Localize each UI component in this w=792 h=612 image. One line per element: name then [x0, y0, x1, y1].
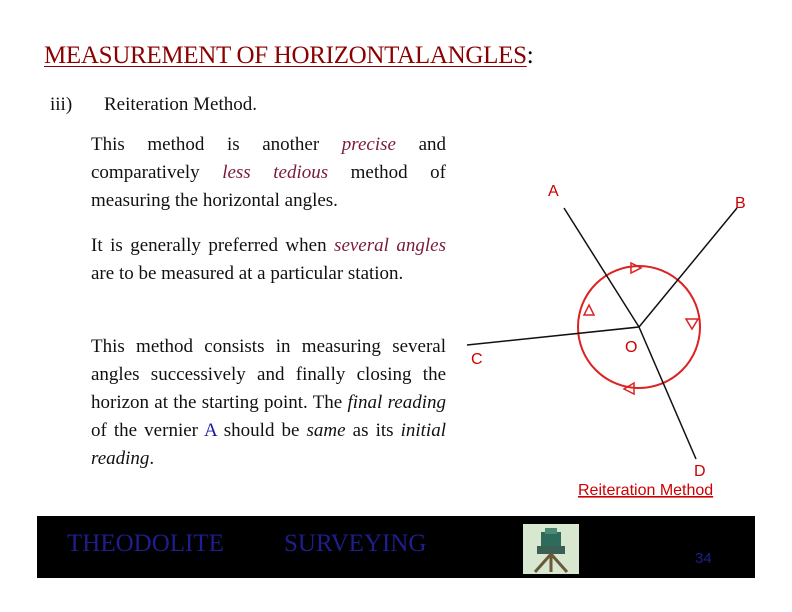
slide-title-colon: :	[526, 42, 534, 69]
section-name: Reiteration Method.	[104, 94, 258, 115]
text-span: are to be measured at a particular station.	[91, 263, 404, 284]
text-span: It is generally preferred when	[91, 235, 335, 256]
vernier-label: A	[204, 420, 217, 441]
label-b: B	[735, 195, 746, 212]
diagram-caption: Reiteration Method	[578, 482, 714, 499]
theodolite-image	[523, 524, 579, 574]
text-span: This method consists in measuring several angles successively and finally closing the horizon at the starting point. The	[91, 336, 446, 413]
line-od	[639, 327, 696, 459]
text-span: and comparatively	[91, 134, 446, 183]
label-o: O	[625, 339, 638, 356]
emphasis-less-tedious: less tedious	[222, 162, 329, 183]
emphasis-initial-reading: initial reading	[91, 420, 446, 469]
text-span: as its	[345, 420, 401, 441]
text-span: This method is another	[91, 134, 342, 155]
emphasis-several-angles: several angles	[334, 235, 446, 256]
footer-surveying: SURVEYING	[284, 530, 427, 557]
page-number: 34	[695, 550, 712, 567]
text-span: should be	[216, 420, 307, 441]
emphasis-final-reading: final reading	[347, 392, 446, 413]
paragraph-preferred	[91, 232, 446, 288]
line-oc	[467, 327, 639, 345]
emphasis-same: same	[306, 420, 346, 441]
text-span: method of measuring the horizontal angles.	[91, 162, 446, 211]
reiteration-diagram	[460, 170, 760, 510]
paragraph-procedure	[91, 333, 446, 473]
direction-arrow-right	[686, 319, 698, 329]
slide-title	[44, 42, 533, 70]
slide-title-text: MEASUREMENT OF HORIZONTALANGLES	[44, 42, 527, 69]
paragraph-precise	[91, 131, 446, 215]
label-c: C	[471, 351, 483, 368]
footer-theodolite: THEODOLITE	[67, 530, 224, 557]
direction-arrow-top	[631, 263, 641, 273]
section-number: iii)	[50, 94, 73, 115]
footer-bar	[37, 516, 755, 578]
emphasis-precise: precise	[341, 134, 396, 155]
label-a: A	[548, 183, 559, 200]
text-span: of the vernier	[91, 420, 205, 441]
direction-arrow-left	[584, 305, 594, 315]
label-d: D	[694, 463, 706, 480]
text-span: .	[149, 448, 155, 469]
